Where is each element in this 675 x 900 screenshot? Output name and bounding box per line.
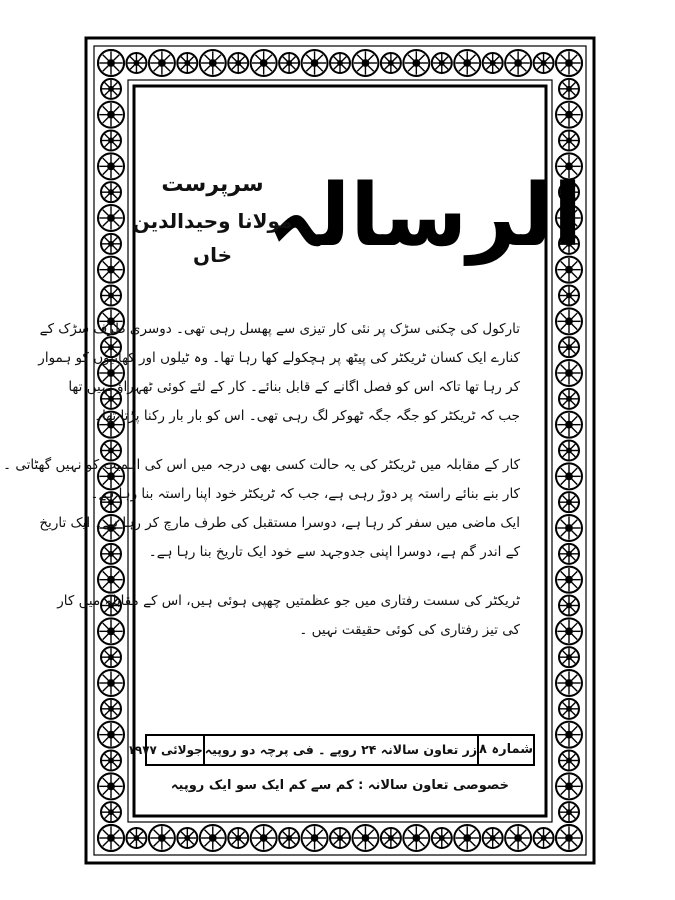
border-rosette xyxy=(228,828,248,848)
patron-name: مولانا وحیدالدین خاں xyxy=(132,209,293,267)
border-rosette xyxy=(556,360,582,386)
border-rosette xyxy=(432,828,452,848)
border-rosette xyxy=(200,825,226,851)
paragraph-2 xyxy=(3,451,520,567)
text-line: کار کے مقابلہ میں ٹریکٹر کی یہ حالت کسی بھی درجہ میں اس کی اہمیت کو نہیں گھٹاتی ۔ xyxy=(3,457,520,473)
border-rosette xyxy=(381,53,401,73)
text-line: کر رہا تھا تاکہ اس کو فصل اگانے کے قابل بنائے۔ کار کے لئے کوئی ٹھہراؤ نہیں تھا xyxy=(68,379,520,395)
border-rosette xyxy=(556,825,582,851)
border-rosette xyxy=(101,234,121,254)
special-contribution-line: خصوصی تعاون سالانہ : کم سے کم ایک سو ایک روپیہ xyxy=(170,778,510,793)
border-rosette xyxy=(98,825,124,851)
border-rosette xyxy=(101,544,121,564)
border-rosette xyxy=(101,802,121,822)
paragraph-1 xyxy=(38,315,520,431)
patron-label: سرپرست xyxy=(161,172,264,197)
border-rosette xyxy=(559,751,579,771)
border-rosette xyxy=(98,50,124,76)
text-line: ٹریکٹر کی سست رفتاری میں جو عظمتیں چھپی ہوئی ہیں، اس کے مقابلہ میں کار xyxy=(57,593,520,609)
border-rosette xyxy=(556,773,582,799)
border-rosette xyxy=(559,699,579,719)
border-rosette xyxy=(559,596,579,616)
text-line: کے اندر گم ہے، دوسرا اپنی جدوجہد سے خود ایک تاریخ بنا رہا ہے۔ xyxy=(148,544,520,560)
border-rosette xyxy=(556,50,582,76)
border-rosette xyxy=(98,205,124,231)
border-rosette xyxy=(534,828,554,848)
border-rosette xyxy=(200,50,226,76)
text-line: کی تیز رفتاری کی کوئی حقیقت نہیں ۔ xyxy=(299,622,520,638)
border-rosette xyxy=(505,50,531,76)
border-rosette xyxy=(98,257,124,283)
border-rosette xyxy=(559,492,579,512)
border-rosette xyxy=(279,828,299,848)
issue-number: شمارہ ۸ xyxy=(477,736,533,764)
text-line: کار بنے بنائے راستہ پر دوڑ رہی ہے، جب کہ ٹریکٹر خود اپنا راستہ بنا رہا ہے۔ xyxy=(90,486,520,502)
border-rosette xyxy=(98,722,124,748)
border-rosette xyxy=(126,53,146,73)
border-rosette xyxy=(101,131,121,151)
article-body xyxy=(3,315,520,665)
border-rosette xyxy=(177,53,197,73)
border-rosette xyxy=(556,102,582,128)
border-rosette xyxy=(302,825,328,851)
border-rosette xyxy=(556,670,582,696)
border-rosette xyxy=(556,412,582,438)
text-line: تارکول کی چکنی سڑک پر نئی کار تیزی سے پھسل رہی تھی۔ دوسری طرف سڑک کے xyxy=(39,321,520,337)
border-rosette xyxy=(556,515,582,541)
border-rosette xyxy=(559,647,579,667)
border-rosette xyxy=(98,670,124,696)
border-rosette xyxy=(556,722,582,748)
border-rosette xyxy=(149,50,175,76)
border-rosette xyxy=(101,286,121,306)
alrisala-logo xyxy=(267,135,583,285)
border-rosette xyxy=(559,544,579,564)
border-rosette xyxy=(505,825,531,851)
border-rosette xyxy=(98,618,124,644)
border-rosette xyxy=(559,389,579,409)
border-rosette xyxy=(149,825,175,851)
border-rosette xyxy=(251,825,277,851)
border-rosette xyxy=(177,828,197,848)
border-rosette xyxy=(454,50,480,76)
border-rosette xyxy=(228,53,248,73)
border-rosette xyxy=(556,463,582,489)
border-rosette xyxy=(302,50,328,76)
border-rosette xyxy=(559,802,579,822)
border-rosette xyxy=(101,182,121,202)
border-rosette xyxy=(559,441,579,461)
issue-info-box xyxy=(127,734,535,766)
border-rosette xyxy=(559,131,579,151)
border-rosette xyxy=(101,79,121,99)
border-rosette xyxy=(534,53,554,73)
border-rosette xyxy=(559,286,579,306)
border-rosette xyxy=(101,751,121,771)
border-rosette xyxy=(352,825,378,851)
issue-date: جولائی ۱۹۷۷ xyxy=(127,743,203,757)
border-rosette xyxy=(101,647,121,667)
patron-block xyxy=(125,170,300,272)
text-line: جب کہ ٹریکٹر کو جگہ جگہ ٹھوکر لگ رہی تھی۔ اس کو بار بار رکنا پڑتا تھا۔ xyxy=(94,408,520,424)
border-rosette xyxy=(251,50,277,76)
text-line: کنارے ایک کسان ٹریکٹر کی پیٹھ پر ہچکولے کھا رہا تھا۔ وہ ٹیلوں اور کھائیوں کو ہموار xyxy=(38,350,520,366)
border-rosette xyxy=(432,53,452,73)
border-rosette xyxy=(556,618,582,644)
border-rosette xyxy=(559,79,579,99)
border-rosette xyxy=(556,567,582,593)
border-rosette xyxy=(403,825,429,851)
border-rosette xyxy=(454,825,480,851)
border-rosette xyxy=(330,53,350,73)
border-rosette xyxy=(101,699,121,719)
logo-title: الرسالہ xyxy=(267,166,583,266)
border-rosette xyxy=(483,828,503,848)
border-rosette xyxy=(403,50,429,76)
border-rosette xyxy=(126,828,146,848)
text-line: ایک ماضی میں سفر کر رہا ہے، دوسرا مستقبل کی طرف مارچ کر رہا ہے۔ ایک تاریخ xyxy=(39,515,520,531)
border-rosette xyxy=(98,102,124,128)
border-rosette xyxy=(352,50,378,76)
border-rosette xyxy=(559,337,579,357)
paragraph-3 xyxy=(57,587,520,645)
border-rosette xyxy=(98,153,124,179)
border-rosette xyxy=(381,828,401,848)
border-rosette xyxy=(483,53,503,73)
border-rosette xyxy=(330,828,350,848)
border-rosette xyxy=(98,773,124,799)
subscription-info: زر تعاون سالانہ ۲۴ روپے ۔ فی پرچہ دو روپیہ xyxy=(203,736,477,764)
border-rosette xyxy=(279,53,299,73)
border-rosette xyxy=(556,308,582,334)
